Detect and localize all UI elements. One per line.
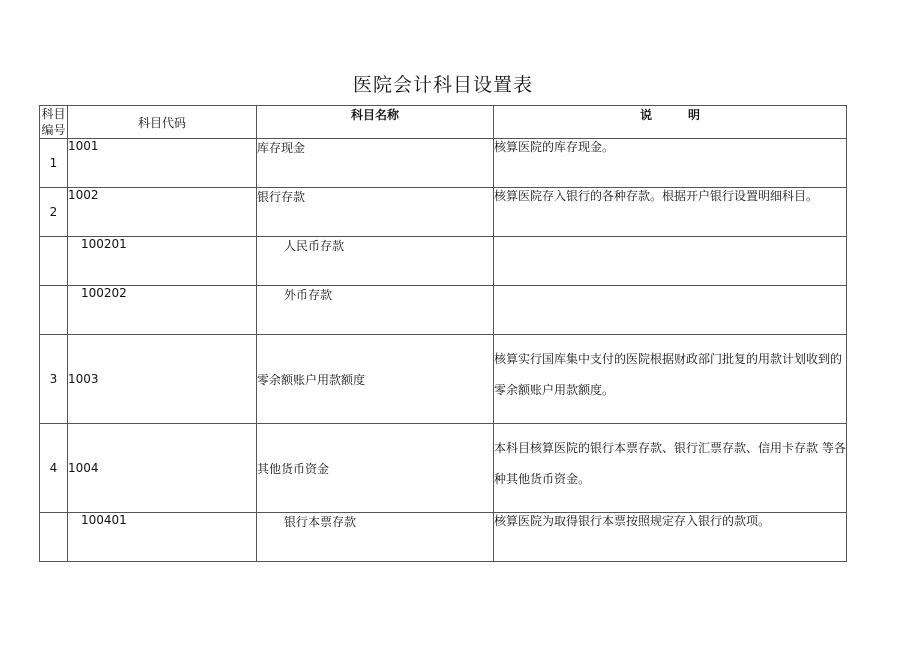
header-account-name-label: 科目名称 xyxy=(350,108,399,122)
row-code xyxy=(68,139,257,188)
row-code-text: 1004 xyxy=(68,461,99,475)
table-header-row xyxy=(40,106,847,139)
row-code xyxy=(68,513,257,562)
row-number: 3 xyxy=(40,335,68,424)
row-name-text: 银行存款 xyxy=(257,190,306,204)
row-name xyxy=(257,335,494,424)
row-name-text: 银行本票存款 xyxy=(284,515,357,529)
table-row xyxy=(40,335,847,424)
row-name-text: 外币存款 xyxy=(284,288,333,302)
table-row xyxy=(40,513,847,562)
row-name xyxy=(257,237,494,286)
row-description: 本科目核算医院的银行本票存款、银行汇票存款、信用卡存款 等各种其他货币资金。 xyxy=(494,424,847,513)
header-account-name xyxy=(257,106,494,139)
row-name xyxy=(257,139,494,188)
row-number: 1 xyxy=(40,139,68,188)
row-name-text: 其他货币资金 xyxy=(257,461,330,476)
row-code xyxy=(68,335,257,424)
row-number xyxy=(40,286,68,335)
row-code-text: 1003 xyxy=(68,372,99,386)
header-account-number-line2: 编号 xyxy=(41,123,66,137)
row-description: 核算医院存入银行的各种存款。根据开户银行设置明细科目。 xyxy=(494,188,847,237)
row-name xyxy=(257,286,494,335)
row-description xyxy=(494,237,847,286)
header-account-number xyxy=(40,106,68,139)
row-code xyxy=(68,188,257,237)
row-name xyxy=(257,513,494,562)
row-code-text: 1001 xyxy=(68,139,99,153)
row-number xyxy=(40,237,68,286)
row-description xyxy=(494,286,847,335)
row-code xyxy=(68,286,257,335)
row-number: 4 xyxy=(40,424,68,513)
page-title: 医院会计科目设置表 xyxy=(352,74,533,96)
header-description-label: 说 明 xyxy=(639,108,700,122)
row-name xyxy=(257,424,494,513)
row-description: 核算实行国库集中支付的医院根据财政部门批复的用款计划收到的零余额账户用款额度。 xyxy=(494,335,847,424)
header-account-code: 科目代码 xyxy=(68,106,257,139)
row-code xyxy=(68,424,257,513)
table-row xyxy=(40,286,847,335)
row-code-text: 1002 xyxy=(68,188,99,202)
row-name xyxy=(257,188,494,237)
row-name-text: 库存现金 xyxy=(257,141,306,155)
row-description: 核算医院的库存现金。 xyxy=(494,139,847,188)
table-row xyxy=(40,424,847,513)
row-code-text: 100401 xyxy=(81,513,127,527)
row-code-text: 100201 xyxy=(81,237,127,251)
row-name-text: 零余额账户用款额度 xyxy=(257,372,366,387)
header-account-number-line1: 科目 xyxy=(41,107,66,121)
row-number xyxy=(40,513,68,562)
table-row xyxy=(40,237,847,286)
account-table xyxy=(39,105,847,562)
table-row xyxy=(40,188,847,237)
row-code xyxy=(68,237,257,286)
row-name-text: 人民币存款 xyxy=(284,239,345,253)
row-number: 2 xyxy=(40,188,68,237)
header-description xyxy=(494,106,847,139)
row-description: 核算医院为取得银行本票按照规定存入银行的款项。 xyxy=(494,513,847,562)
table-row xyxy=(40,139,847,188)
row-code-text: 100202 xyxy=(81,286,127,300)
